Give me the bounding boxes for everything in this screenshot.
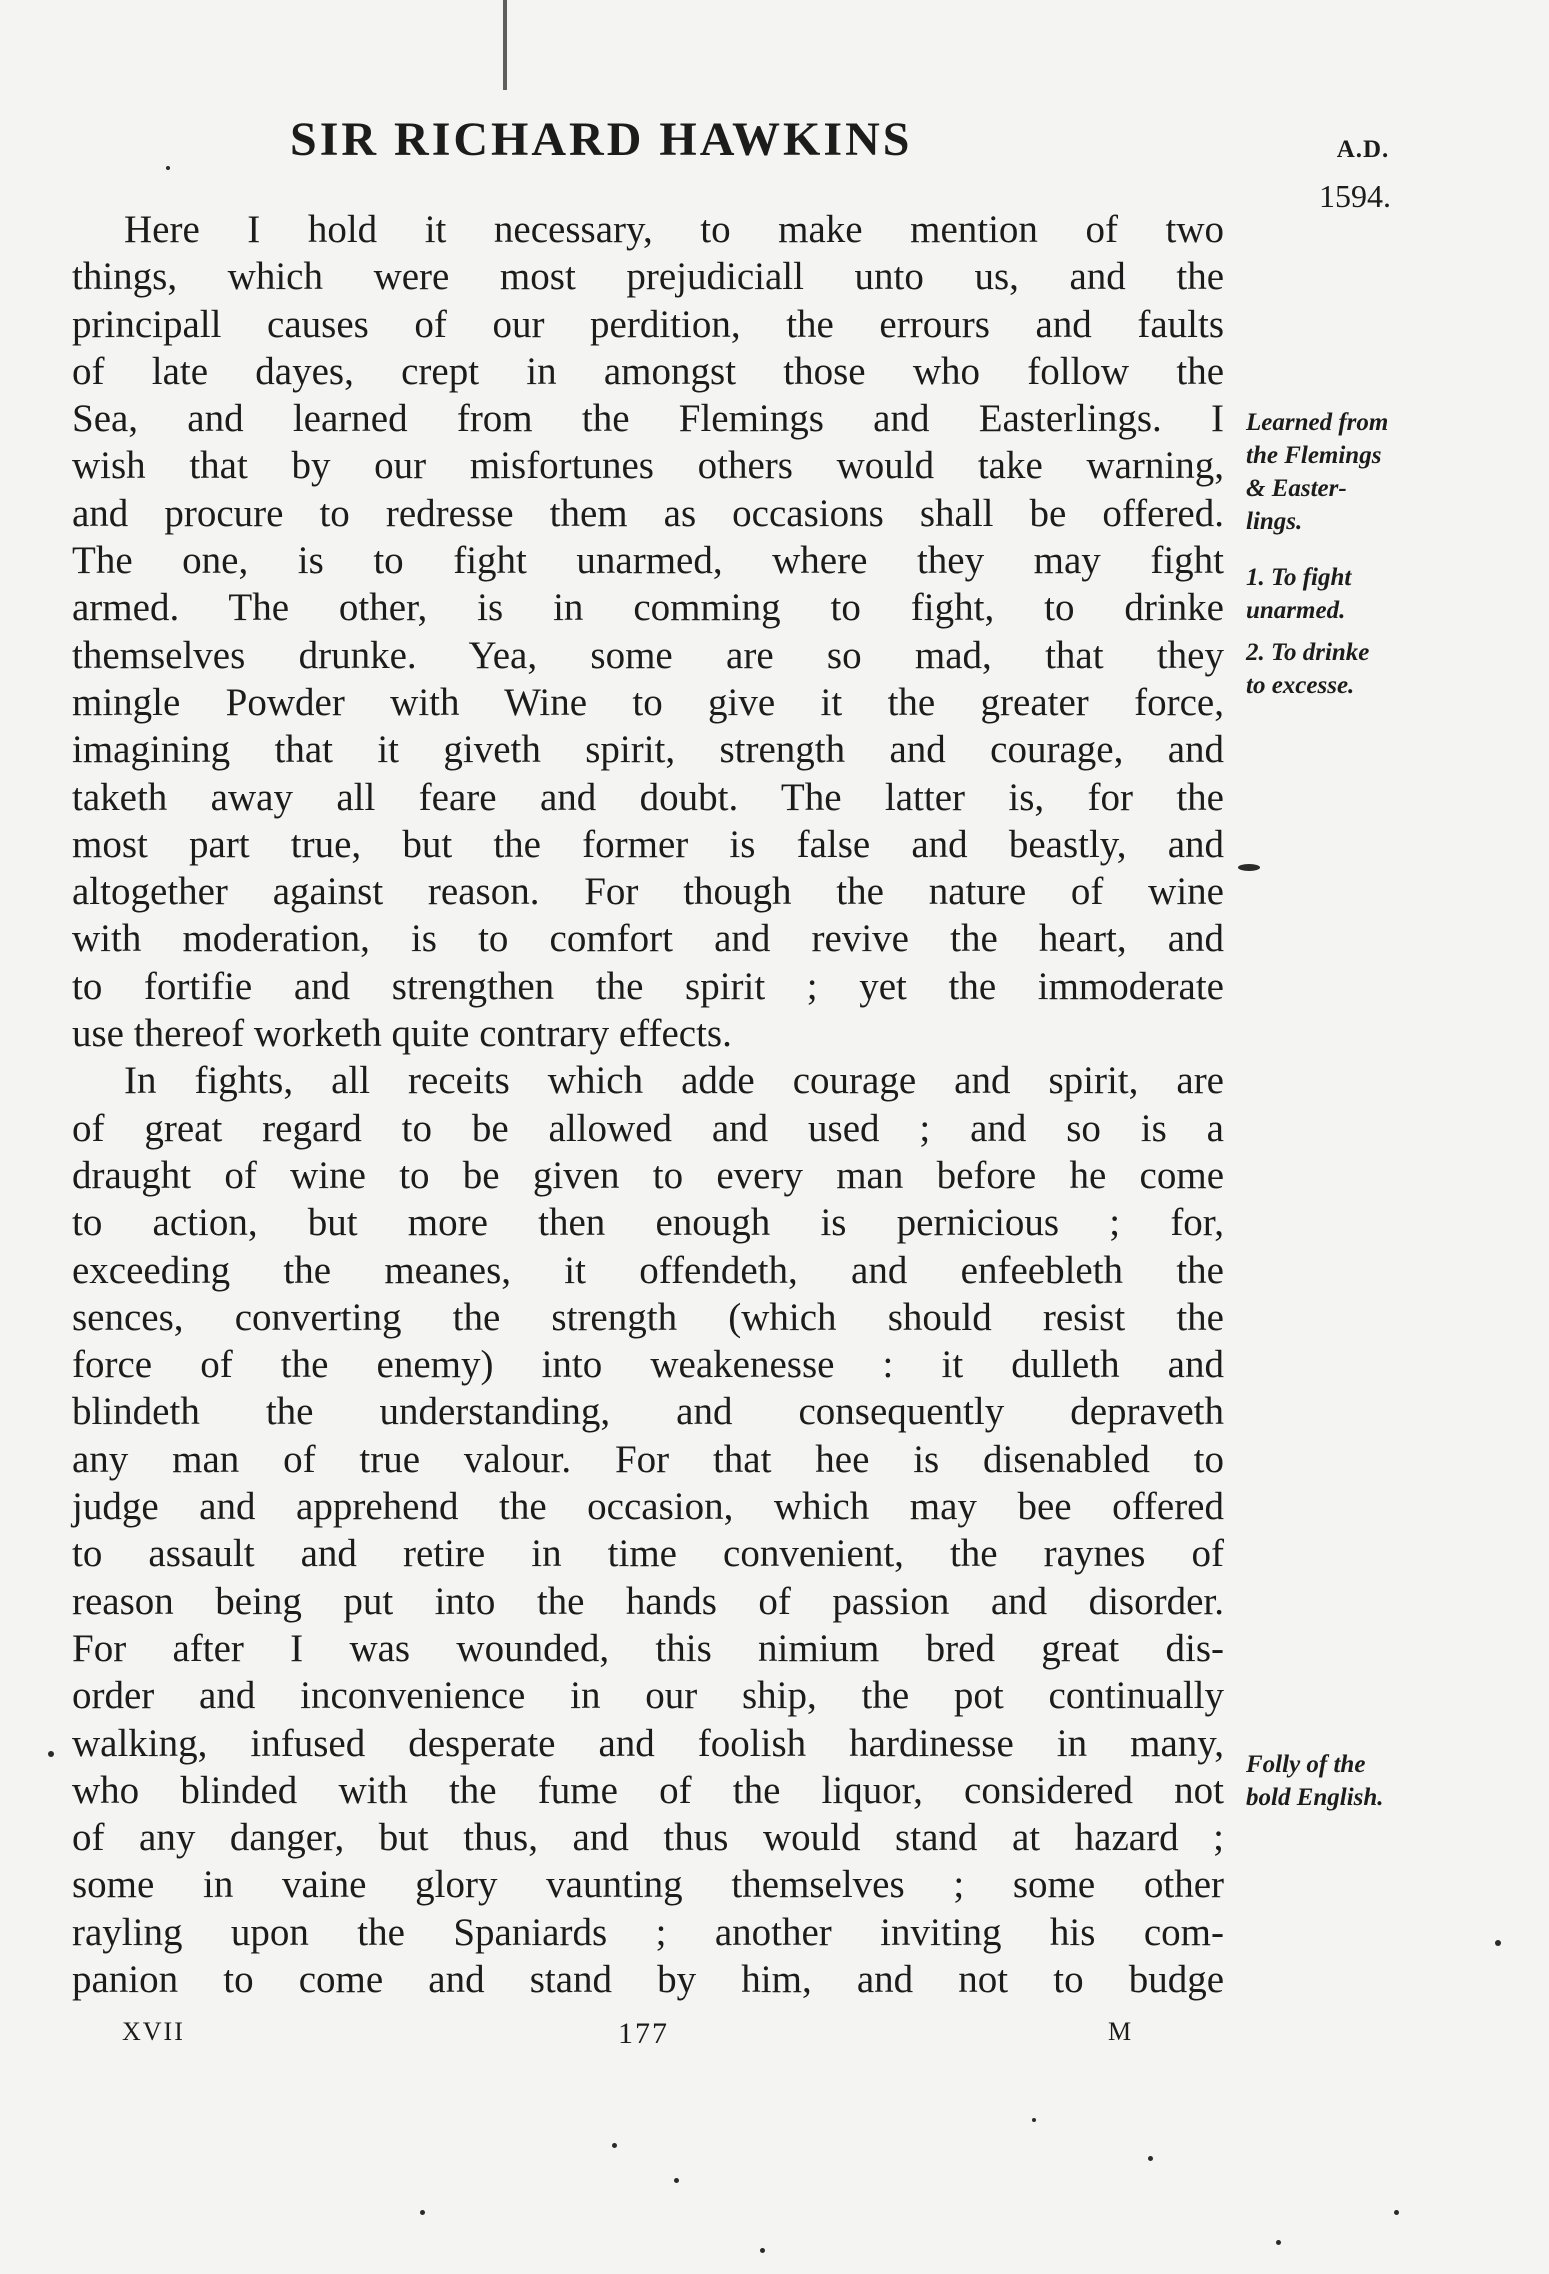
text-line: who blinded with the fume of the liquor, considered not <box>72 1768 1224 1812</box>
text-line: principall causes of our perdition, the errours and faults <box>72 302 1224 346</box>
ink-speck <box>48 1751 54 1757</box>
text-line: to action, but more then enough is pernicious ; for, <box>72 1201 1224 1245</box>
text-line: force of the enemy) into weakenesse : it dulleth and <box>72 1343 1224 1387</box>
body-text <box>72 206 1224 2003</box>
text-line: order and inconvenience in our ship, the pot continually <box>72 1674 1224 1718</box>
text-line: to fortifie and strengthen the spirit ; yet the immoderate <box>72 964 1224 1008</box>
ink-speck <box>1394 2210 1399 2215</box>
text-line: Sea, and learned from the Flemings and Easterlings. I <box>72 397 1224 441</box>
text-line: In fights, all receits which adde courage and spirit, are <box>124 1059 1224 1103</box>
ink-speck <box>1032 2118 1036 2122</box>
margin-note-line: Learned from <box>1246 409 1389 436</box>
volume-number: XVII <box>122 2017 185 2046</box>
text-line: things, which were most prejudiciall unto us, and the <box>72 255 1224 299</box>
text-line: most part true, but the former is false and beastly, and <box>72 822 1224 866</box>
ink-speck <box>612 2143 617 2148</box>
text-line: to assault and retire in time convenient, the raynes of <box>72 1532 1224 1576</box>
margin-note-line: to excesse. <box>1246 672 1355 699</box>
margin-note-line: bold English. <box>1246 1784 1384 1811</box>
running-title: SIR RICHARD HAWKINS <box>290 113 913 166</box>
text-line: sences, converting the strength (which should resist the <box>72 1295 1224 1339</box>
margin-note-line: 1. To fight <box>1246 564 1352 591</box>
text-line: of late dayes, crept in amongst those who follow the <box>72 349 1224 393</box>
text-line: any man of true valour. For that hee is disenabled to <box>72 1437 1224 1481</box>
page-number: 177 <box>618 2017 669 2050</box>
margin-note-line: & Easter- <box>1246 475 1347 502</box>
text-line: blindeth the understanding, and consequently depraveth <box>72 1390 1224 1434</box>
binding-mark <box>503 0 507 90</box>
text-line: rayling upon the Spaniards ; another inviting his com- <box>72 1910 1224 1954</box>
text-line: Here I hold it necessary, to make mention of two <box>124 208 1224 251</box>
ink-speck <box>420 2210 425 2215</box>
margin-note-line: Folly of the <box>1246 1751 1366 1778</box>
text-line: panion to come and stand by him, and not to budge <box>72 1957 1224 2001</box>
text-line: and procure to redresse them as occasions shall be offered. <box>72 491 1224 535</box>
text-line: mingle Powder with Wine to give it the greater force, <box>72 680 1224 724</box>
text-line: use thereof worketh quite contrary effects. <box>72 1012 732 1056</box>
ink-speck <box>1495 1940 1501 1946</box>
text-line: taketh away all feare and doubt. The latter is, for the <box>72 775 1224 819</box>
margin-note-line: 2. To drinke <box>1246 639 1370 666</box>
text-line: judge and apprehend the occasion, which may bee offered <box>72 1485 1224 1529</box>
margin-note-line: unarmed. <box>1246 597 1346 624</box>
text-line: exceeding the meanes, it offendeth, and enfeebleth the <box>72 1248 1224 1292</box>
text-line: wish that by our misfortunes others would take warning, <box>72 444 1224 488</box>
text-line: The one, is to fight unarmed, where they may fight <box>72 539 1224 583</box>
margin-note-line: lings. <box>1246 508 1303 535</box>
ink-speck <box>1148 2156 1153 2161</box>
text-line: walking, infused desperate and foolish hardinesse in many, <box>72 1721 1224 1765</box>
margin-note-drinke <box>1246 636 1369 702</box>
text-line: imagining that it giveth spirit, strength and courage, and <box>72 728 1224 772</box>
text-line: with moderation, is to comfort and revive the heart, and <box>72 917 1224 961</box>
signature-mark: M <box>1108 2017 1134 2046</box>
text-line: reason being put into the hands of passion and disorder. <box>72 1579 1224 1623</box>
ink-speck <box>1276 2240 1281 2245</box>
ink-speck <box>166 166 170 170</box>
text-line: some in vaine glory vaunting themselves ; some other <box>72 1863 1224 1907</box>
text-line: of great regard to be allowed and used ; and so is a <box>72 1106 1224 1150</box>
margin-note-line: the Flemings <box>1246 442 1382 469</box>
text-line: draught of wine to be given to every man before he come <box>72 1153 1224 1197</box>
margin-note-folly <box>1246 1748 1384 1814</box>
text-line: themselves drunke. Yea, some are so mad, that they <box>72 633 1224 677</box>
margin-note-flemings <box>1246 406 1388 538</box>
ink-speck <box>760 2248 765 2253</box>
ink-speck <box>1238 864 1260 871</box>
year-value: 1594. <box>1319 178 1391 214</box>
text-line: For after I was wounded, this nimium bred great dis- <box>72 1626 1224 1670</box>
ink-speck <box>674 2178 679 2183</box>
year-label: A.D. <box>1336 136 1390 163</box>
text-line: of any danger, but thus, and thus would stand at hazard ; <box>72 1816 1224 1860</box>
text-line: altogether against reason. For though the nature of wine <box>72 870 1224 914</box>
text-line: armed. The other, is in comming to fight, to drinke <box>72 586 1224 630</box>
margin-note-fight-unarmed <box>1246 561 1351 627</box>
